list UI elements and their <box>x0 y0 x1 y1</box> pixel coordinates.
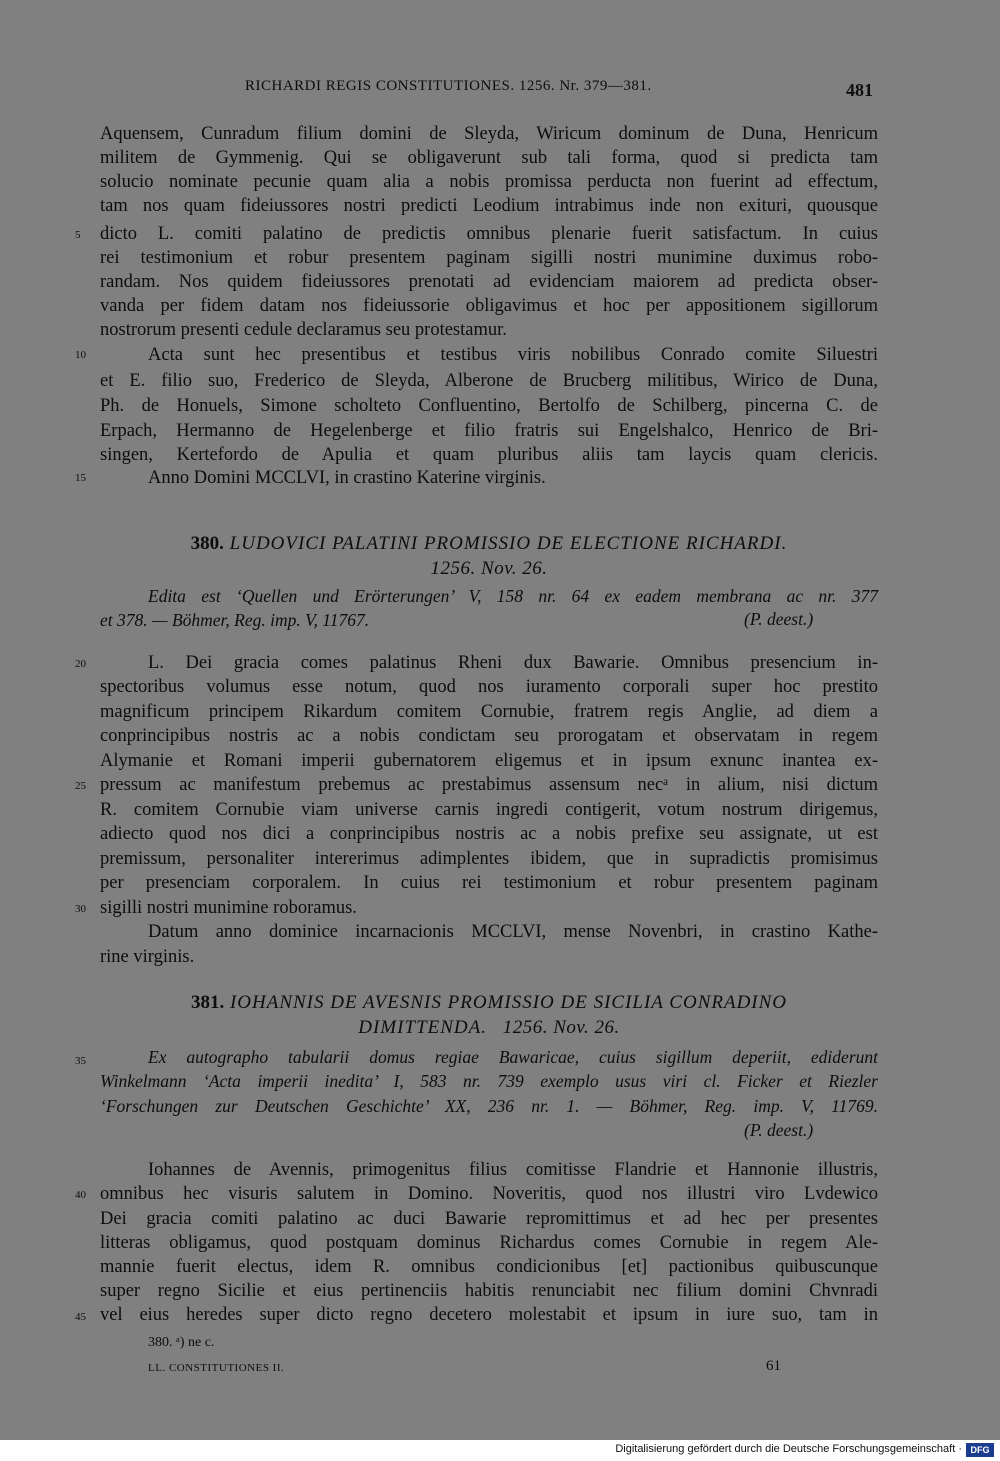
text-line: Iohannes de Avennis, primogenitus filius comitisse Flandrie et Hannonie illustris, <box>148 1160 878 1180</box>
running-head: RICHARDI REGIS CONSTITUTIONES. 1256. Nr. 379—381. <box>245 78 652 94</box>
text-line: Dei gracia comiti palatino ac duci Bawarie repromittimus et ad hec per presentes <box>100 1209 878 1229</box>
line-number: 40 <box>75 1189 86 1201</box>
text-line: militem de Gymmenig. Qui se obligaverunt sub tali forma, quod si predicta tam <box>100 148 878 168</box>
text-line: R. comitem Cornubie viam universe carnis ingredi contigerit, votum nostrum dirigemus, <box>100 800 878 820</box>
text-line: nostrorum presenti cedule declaramus seu protestamur. <box>100 320 507 340</box>
line-number: 15 <box>75 472 86 484</box>
text-line: conprincipibus nostris ac a nobis condictam seu prorogatam et observatam in regem <box>100 726 878 746</box>
text-line: Anno Domini MCCLVI, in crastino Katerine virginis. <box>148 468 546 488</box>
digitization-credit: Digitalisierung gefördert durch die Deutsche Forschungsgemeinschaft · <box>615 1443 962 1455</box>
line-number: 30 <box>75 903 86 915</box>
text-line: spectoribus volumus esse notum, quod nos iuramento corporali super hoc prestito <box>100 677 878 697</box>
text-line: sigilli nostri munimine roboramus. <box>100 898 357 918</box>
document-heading-381 <box>100 992 878 1014</box>
document-date: 1256. Nov. 26. <box>430 558 548 579</box>
text-line: tam nos quam fideiussores nostri predicti Leodium intrabimus inde non exituri, quousque <box>100 196 878 216</box>
printer-signature: LL. CONSTITUTIONES II. <box>148 1362 285 1374</box>
text-line: dicto L. comiti palatino de predictis omnibus plenarie fuerit satisfactum. In cuius <box>100 224 878 244</box>
text-line: solucio nominate pecunie quam alia a nobis promissa perducta non fuerint ad effectum, <box>100 172 878 192</box>
dfg-logo-icon: DFG <box>966 1443 994 1457</box>
text-line: rine virginis. <box>100 947 195 967</box>
text-line: Alymanie et Romani imperii gubernatorem eligemus et in ipsum exnunc inantea ex- <box>100 751 878 771</box>
text-line: singen, Kertefordo de Apulia et quam pluribus aliis tam laycis quam clericis. <box>100 445 878 465</box>
line-number: 35 <box>75 1055 86 1067</box>
text-line: pressum ac manifestum prebemus ac prestabimus assensum necᵃ in alium, nisi dictum <box>100 775 878 795</box>
document-title: DIMITTENDA. <box>358 1017 487 1038</box>
document-title-continued <box>100 1017 878 1039</box>
text-line: Ph. de Honuels, Simone scholteto Confluentino, Bertolfo de Schilberg, pincerna C. de <box>100 396 878 416</box>
line-number: 45 <box>75 1311 86 1323</box>
footnote: 380. ᵃ) ne c. <box>148 1335 215 1350</box>
text-line: premissum, personaliter intererimus adimplentes ibidem, que in supradictis promisimus <box>100 849 878 869</box>
text-line: per presenciam corporalem. In cuius rei testimonium et robur presentem paginam <box>100 873 878 893</box>
document-title: IOHANNIS DE AVESNIS PROMISSIO DE SICILIA CONRADINO <box>229 992 788 1013</box>
line-number: 10 <box>75 349 86 361</box>
edition-note: et 378. — Böhmer, Reg. imp. V, 11767. <box>100 610 370 630</box>
edition-note-right: (P. deest.) <box>744 609 814 629</box>
edition-note: Ex autographo tabularii domus regiae Bawaricae, cuius sigillum deperiit, ediderunt <box>148 1047 878 1067</box>
text-line: L. Dei gracia comes palatinus Rheni dux Bawarie. Omnibus presencium in- <box>148 653 878 673</box>
text-line: magnificum principem Rikardum comitem Cornubie, fratrem regis Anglie, ad diem a <box>100 702 878 722</box>
text-line: mannie fuerit electus, idem R. omnibus condicionibus [et] pactionibus quibuscunque <box>100 1257 878 1277</box>
edition-note-right: (P. deest.) <box>744 1120 814 1140</box>
line-number: 5 <box>75 229 81 241</box>
text-line: omnibus hec visuris salutem in Domino. Noveritis, quod nos illustri viro Lvdewico <box>100 1184 878 1204</box>
text-line: et E. filio suo, Frederico de Sleyda, Alberone de Brucberg militibus, Wirico de Duna, <box>100 371 878 391</box>
line-number: 20 <box>75 658 86 670</box>
text-line: Erpach, Hermanno de Hegelenberge et filio fratris sui Engelshalco, Henrico de Bri- <box>100 421 878 441</box>
text-line: Datum anno dominice incarnacionis MCCLVI, mense Novenbri, in crastino Kathe- <box>148 922 878 942</box>
text-line: Aquensem, Cunradum filium domini de Sleyda, Wiricum dominum de Duna, Henricum <box>100 124 878 144</box>
page-number: 481 <box>846 80 873 100</box>
digitization-credit-bar <box>0 1440 1000 1461</box>
edition-note: Winkelmann ‘Acta imperii inedita’ I, 583 nr. 739 exemplo usus viri cl. Ficker et Riezler <box>100 1071 878 1091</box>
text-line: rei testimonium et robur presentem paginam sigilli nostri munimine duximus robo- <box>100 248 878 268</box>
document-title: LUDOVICI PALATINI PROMISSIO DE ELECTIONE RICHARDI. <box>229 533 788 554</box>
document-number: 380. <box>190 533 224 554</box>
document-heading-380 <box>100 533 878 555</box>
edition-note: Edita est ‘Quellen und Erörterungen’ V, 158 nr. 64 ex eadem membrana ac nr. 377 <box>148 586 878 606</box>
line-number: 25 <box>75 780 86 792</box>
edition-note: ‘Forschungen zur Deutschen Geschichte’ XX, 236 nr. 1. — Böhmer, Reg. imp. V, 11769. <box>100 1096 878 1116</box>
text-line: Acta sunt hec presentibus et testibus viris nobilibus Conrado comite Siluestri <box>148 345 878 365</box>
text-line: vel eius heredes super dicto regno decetero molestabit et ipsum in iure suo, tam in <box>100 1305 878 1325</box>
text-line: adiecto quod nos dici a conprincipibus nostris ac a nobis prefixe seu assignate, ut est <box>100 824 878 844</box>
text-line: randam. Nos quidem fideiussores prenotati ad evidenciam maiorem ad predicta obser- <box>100 272 878 292</box>
text-line: vanda per fidem datam nos fideiussorie obligavimus et hoc per appositionem sigillorum <box>100 296 878 316</box>
document-number: 381. <box>190 992 225 1013</box>
document-date: 1256. Nov. 26. <box>502 1017 620 1038</box>
sheet-number: 61 <box>766 1358 781 1374</box>
text-line: litteras obligamus, quod postquam dominus Richardus comes Cornubie in regem Ale- <box>100 1233 878 1253</box>
text-line: super regno Sicilie et eius pertinenciis habitis renunciabit nec filium domini Chvnradi <box>100 1281 878 1301</box>
